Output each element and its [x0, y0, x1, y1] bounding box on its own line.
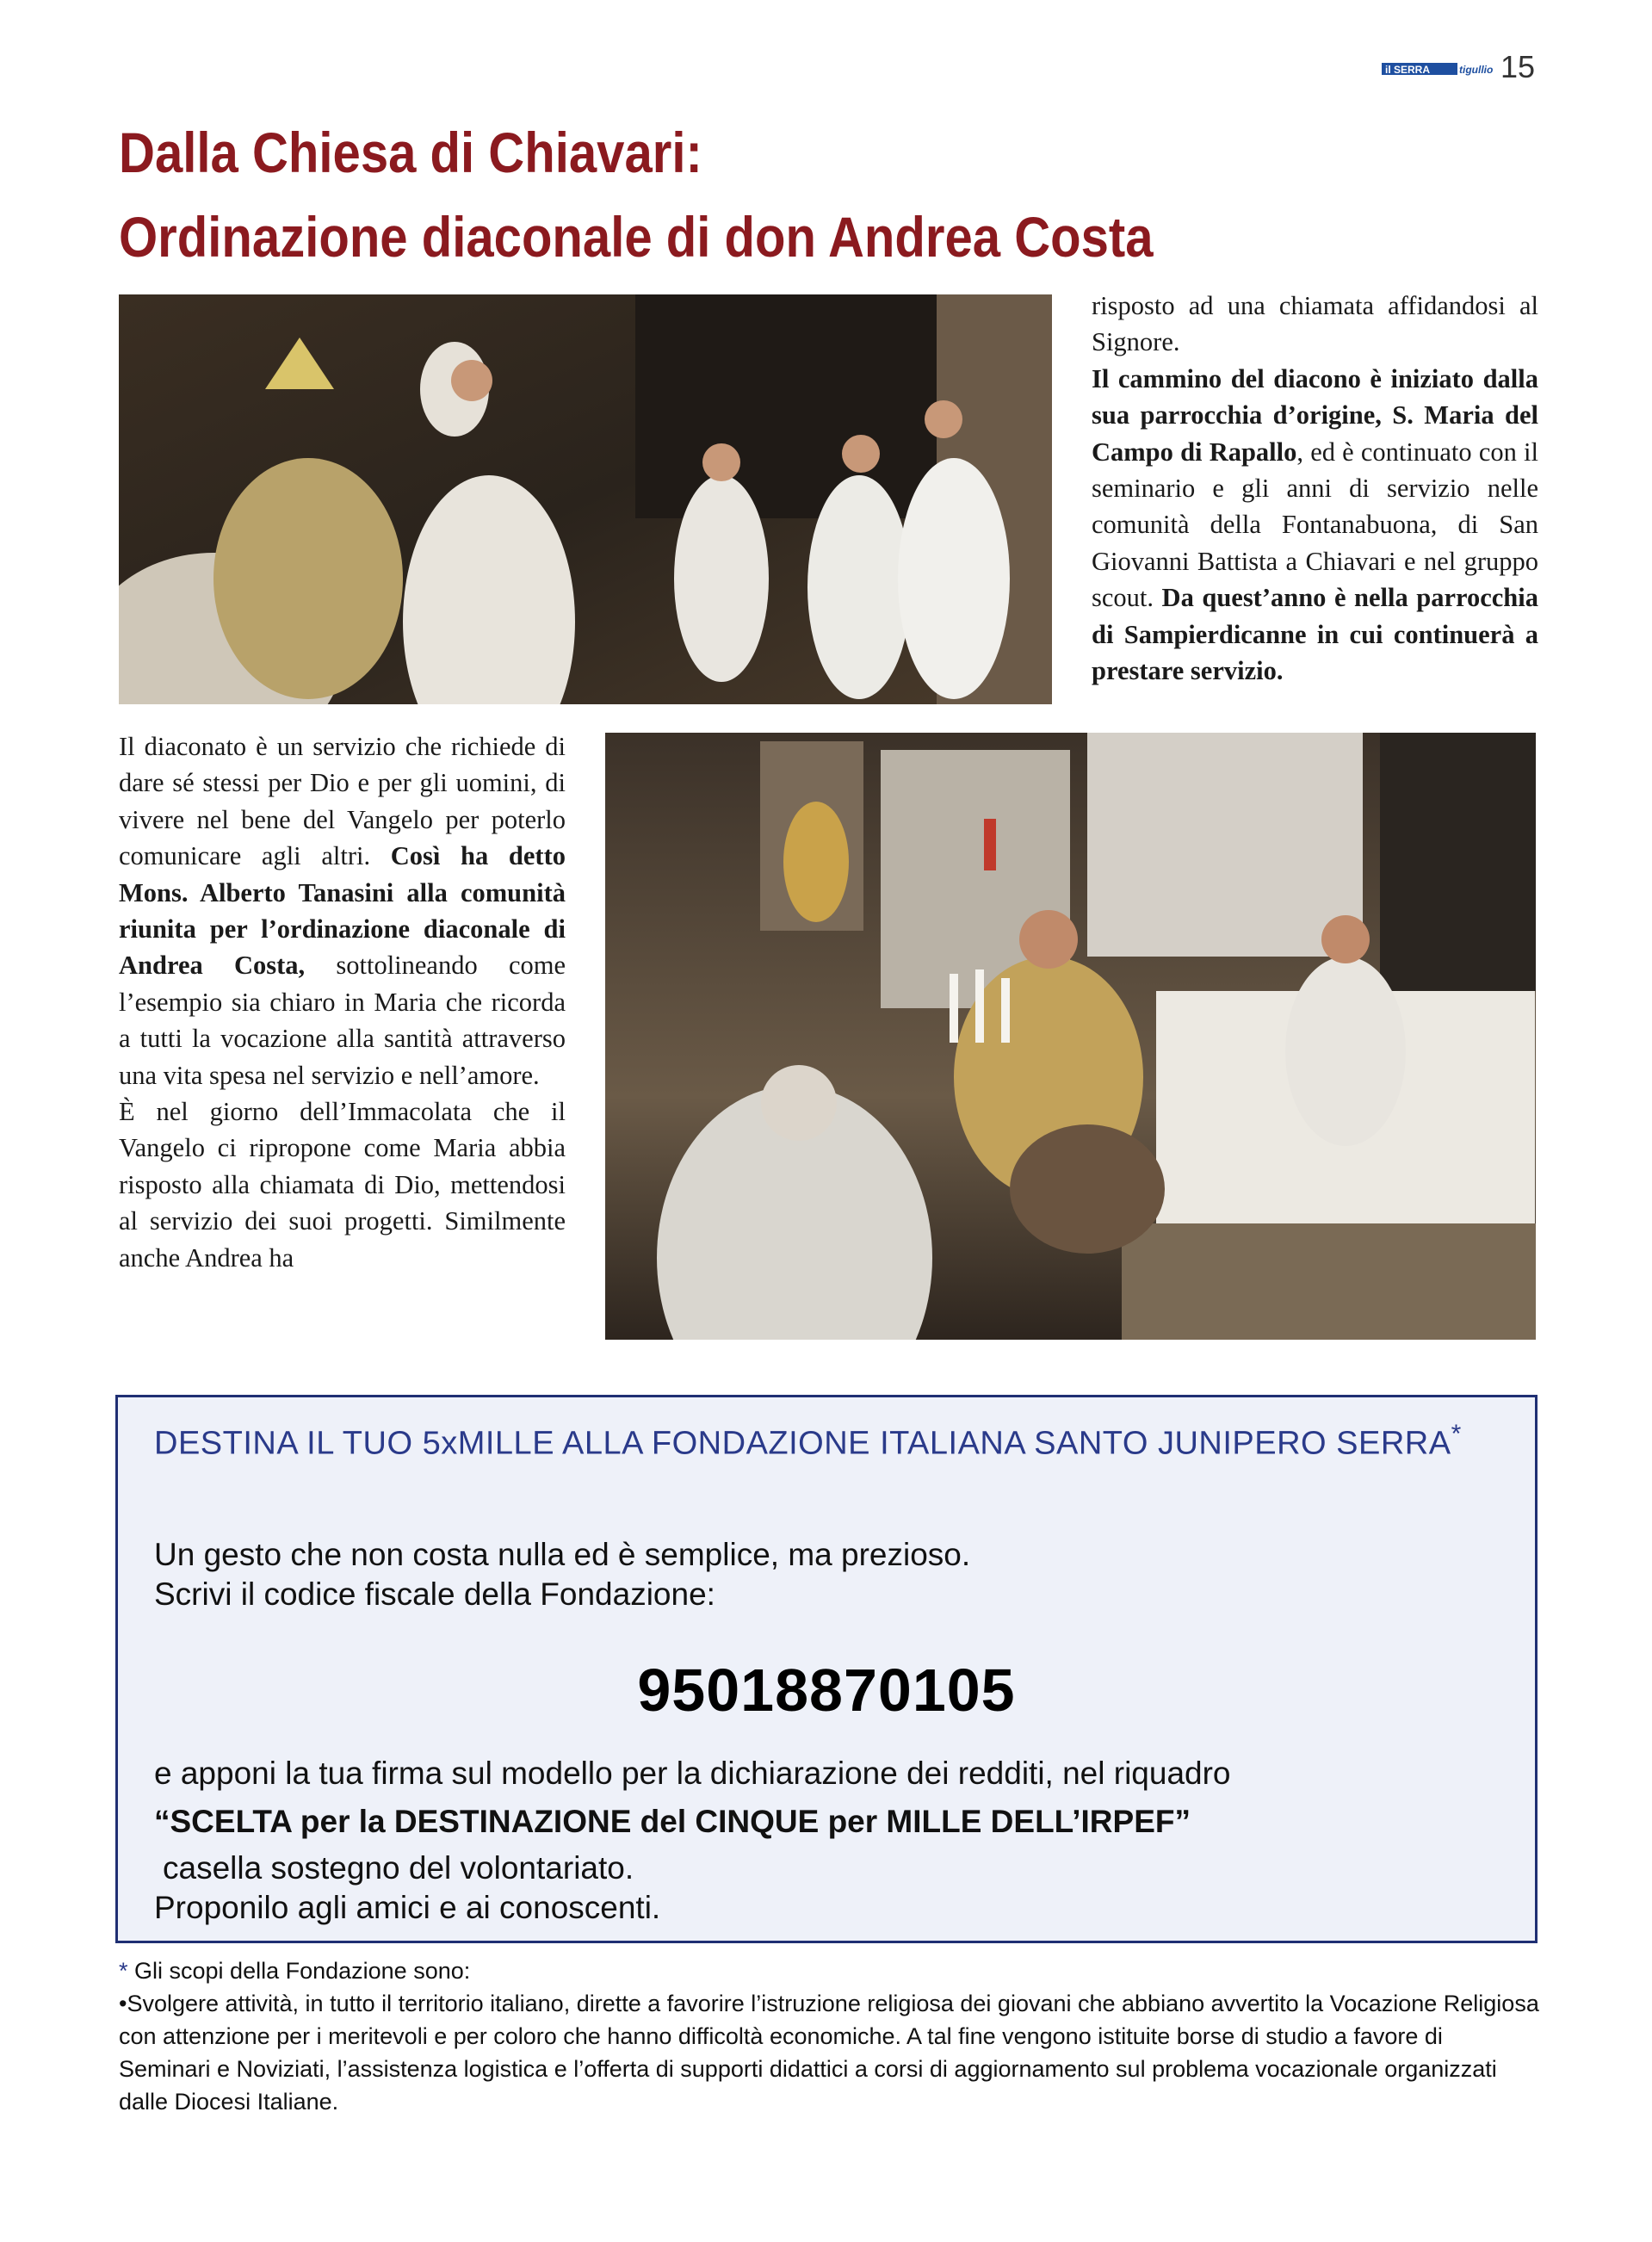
donation-line-6: Proponilo agli amici e ai conoscenti. [154, 1890, 661, 1925]
article-column-left [119, 728, 566, 1276]
title-line-1: Dalla Chiesa di Chiavari: [119, 121, 702, 184]
donation-line-5: casella sostegno del volontariato. [163, 1850, 634, 1886]
donation-box [115, 1395, 1538, 1943]
left-text-2: sottolineando come l’esempio sia chiaro in Maria che ricorda a tutti la vocazione alla santità attraverso una vita spesa nel servizio e nell’amore. [119, 951, 566, 1090]
footnote-heading-line [119, 1954, 1539, 1987]
footnote-heading: Gli scopi della Fondazione sono: [127, 1958, 471, 1984]
left-text-1: Il diaconato è un servizio che richiede di dare sé stessi per Dio e per gli uomini, di vivere nel bene del Vangelo per poterlo comunicare agli altri. [119, 732, 566, 871]
right-paragraph-1: risposto ad una chiamata affidandosi al Signore. [1092, 291, 1538, 357]
right-text-1: , ed è continuato con il seminario e gli anni di servizio nelle comunità della Fontanabuona, di San Giovanni Battista a Chiavari e nel gruppo scout. [1092, 437, 1538, 613]
left-bold-1: Così ha detto Mons. Alberto Tanasini alla comunità riunita per l’ordinazione diaconale di Andrea Costa, [119, 841, 566, 981]
footnote [119, 1954, 1539, 2118]
page-number: 15 [1500, 49, 1536, 84]
ordination-photo-1 [119, 294, 1052, 704]
svg-text:il SERRA: il SERRA [1385, 64, 1431, 76]
right-bold-2: Da quest’anno è nella parrocchia di Sampierdicanne in cui continuerà a prestare servizio. [1092, 583, 1538, 686]
donation-heading [154, 1406, 1497, 1472]
donation-line-4: “SCELTA per la DESTINAZIONE del CINQUE per MILLE DELL’IRPEF” [154, 1804, 1191, 1839]
donation-line-1: Un gesto che non costa nulla ed è semplice, ma prezioso. [154, 1537, 971, 1572]
donation-line-2: Scrivi il codice fiscale della Fondazione: [154, 1576, 715, 1612]
fiscal-code: 95018870105 [637, 1657, 1016, 1724]
ordination-photo-2 [605, 733, 1536, 1340]
title-line-2: Ordinazione diaconale di don Andrea Costa [119, 205, 1154, 269]
left-paragraph-1 [119, 728, 566, 1093]
right-bold-1: Il cammino del diacono è iniziato dalla sua parrocchia d’origine, S. Maria del Campo di Rapallo [1092, 363, 1538, 467]
svg-text:tigullio: tigullio [1459, 64, 1494, 76]
article-column-right [1092, 288, 1538, 689]
donation-line-3: e apponi la tua firma sul modello per la dichiarazione dei redditi, nel riquadro [154, 1756, 1231, 1791]
footnote-text: •Svolgere attività, in tutto il territorio italiano, dirette a favorire l’istruzione religiosa dei giovani che abbiano avvertito la Vocazione Religiosa con attenzione per i meritevoli e per coloro che hanno difficoltà economiche. A tal fine vengono istituite borse di studio a favore di Seminari e Noviziati, l’assistenza logistica e l’offerta di supporti didattici a corsi di aggiornamento sul problema vocazionale organizzati dalle Diocesi Italiane. [119, 1991, 1539, 2115]
article-title [119, 110, 1346, 279]
serra-logo [1382, 59, 1499, 77]
left-paragraph-2: È nel giorno dell’Immacolata che il Vangelo ci ripropone come Maria abbia risposto alla chiamata di Dio, mettendosi al servizio dei suoi progetti. Similmente anche Andrea ha [119, 1097, 566, 1273]
donation-heading-mark: * [1451, 1420, 1462, 1448]
footnote-mark: * [119, 1958, 128, 1984]
donation-heading-text: DESTINA IL TUO 5xMILLE ALLA FONDAZIONE ITALIANA SANTO JUNIPERO SERRA [154, 1425, 1451, 1462]
right-paragraph-2 [1092, 361, 1538, 690]
page-header [1382, 50, 1545, 84]
